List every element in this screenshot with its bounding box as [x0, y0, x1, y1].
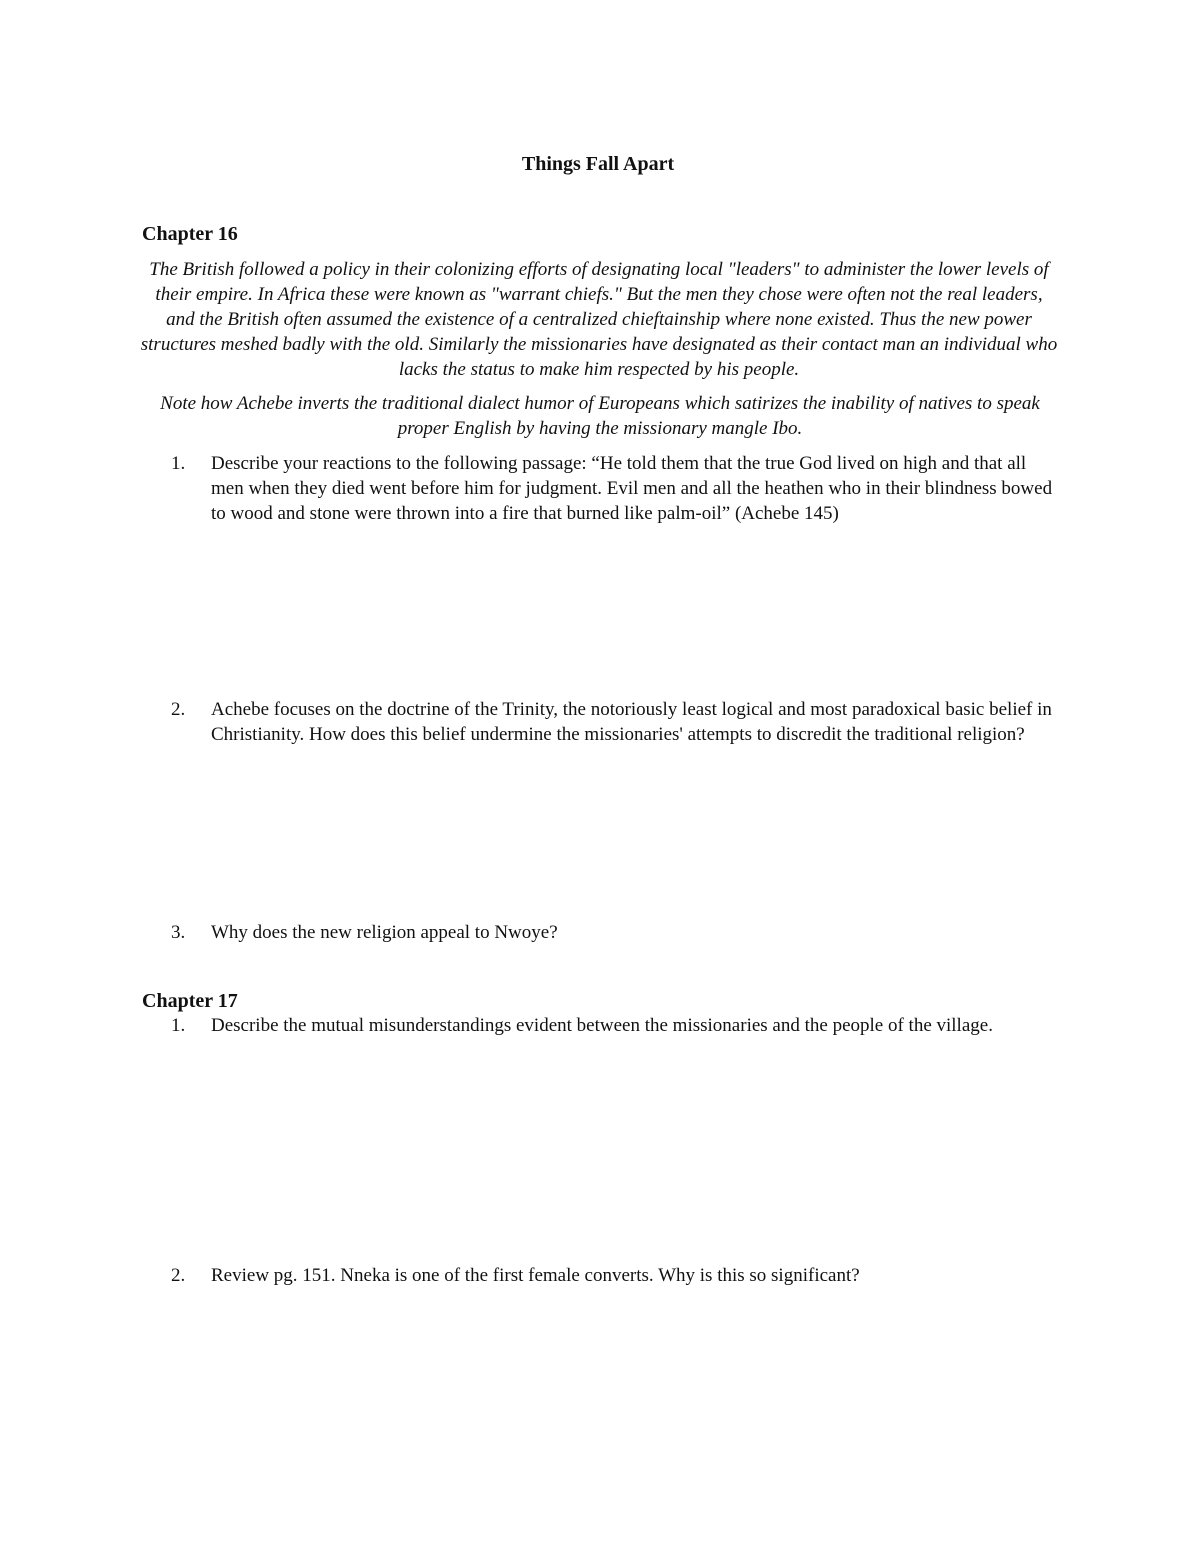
question-text: Describe your reactions to the following passage: “He told them that the true God lived on high and that all men when they died went before him for judgment. Evil men and all the heathen who in their blindness bowed to wood and stone were thrown into a fire that burned like palm-oil” (Achebe 145) [211, 453, 1053, 524]
chapter-16-note-paragraph: Note how Achebe inverts the traditional dialect humor of Europeans which satirizes the inability of natives to speak proper English by having the missionary mangle Ibo. [160, 393, 1040, 439]
question-text: Achebe focuses on the doctrine of the Trinity, the notoriously least logical and most paradoxical basic belief in Christianity. How does this belief undermine the missionaries' attempts to discredit the traditional religion? [211, 699, 1052, 745]
question-text: Review pg. 151. Nneka is one of the first female converts. Why is this so significant? [211, 1265, 860, 1286]
question-number: 1. [171, 453, 186, 474]
chapter-17-heading: Chapter 17 [142, 990, 238, 1012]
question-text: Describe the mutual misunderstandings evident between the missionaries and the people of the village. [211, 1015, 993, 1036]
question-number: 3. [171, 922, 186, 943]
document-title: Things Fall Apart [521, 153, 675, 175]
question-number: 1. [171, 1015, 186, 1036]
question-text: Why does the new religion appeal to Nwoye? [211, 922, 558, 943]
question-number: 2. [171, 1265, 186, 1286]
chapter-16-intro-paragraph: The British followed a policy in their colonizing efforts of designating local "leaders" to administer the lower levels of their empire. In Africa these were known as "warrant chiefs." But the men they chose were often not the real leaders, and the British often assumed the existence of a centralized chieftainship where none existed. Thus the new power structures meshed badly with the old. Similarly the missionaries have designated as their contact man an individual who lacks the status to make him respected by his people. [140, 259, 1058, 380]
question-number: 2. [171, 699, 186, 720]
chapter-16-heading: Chapter 16 [142, 223, 238, 245]
